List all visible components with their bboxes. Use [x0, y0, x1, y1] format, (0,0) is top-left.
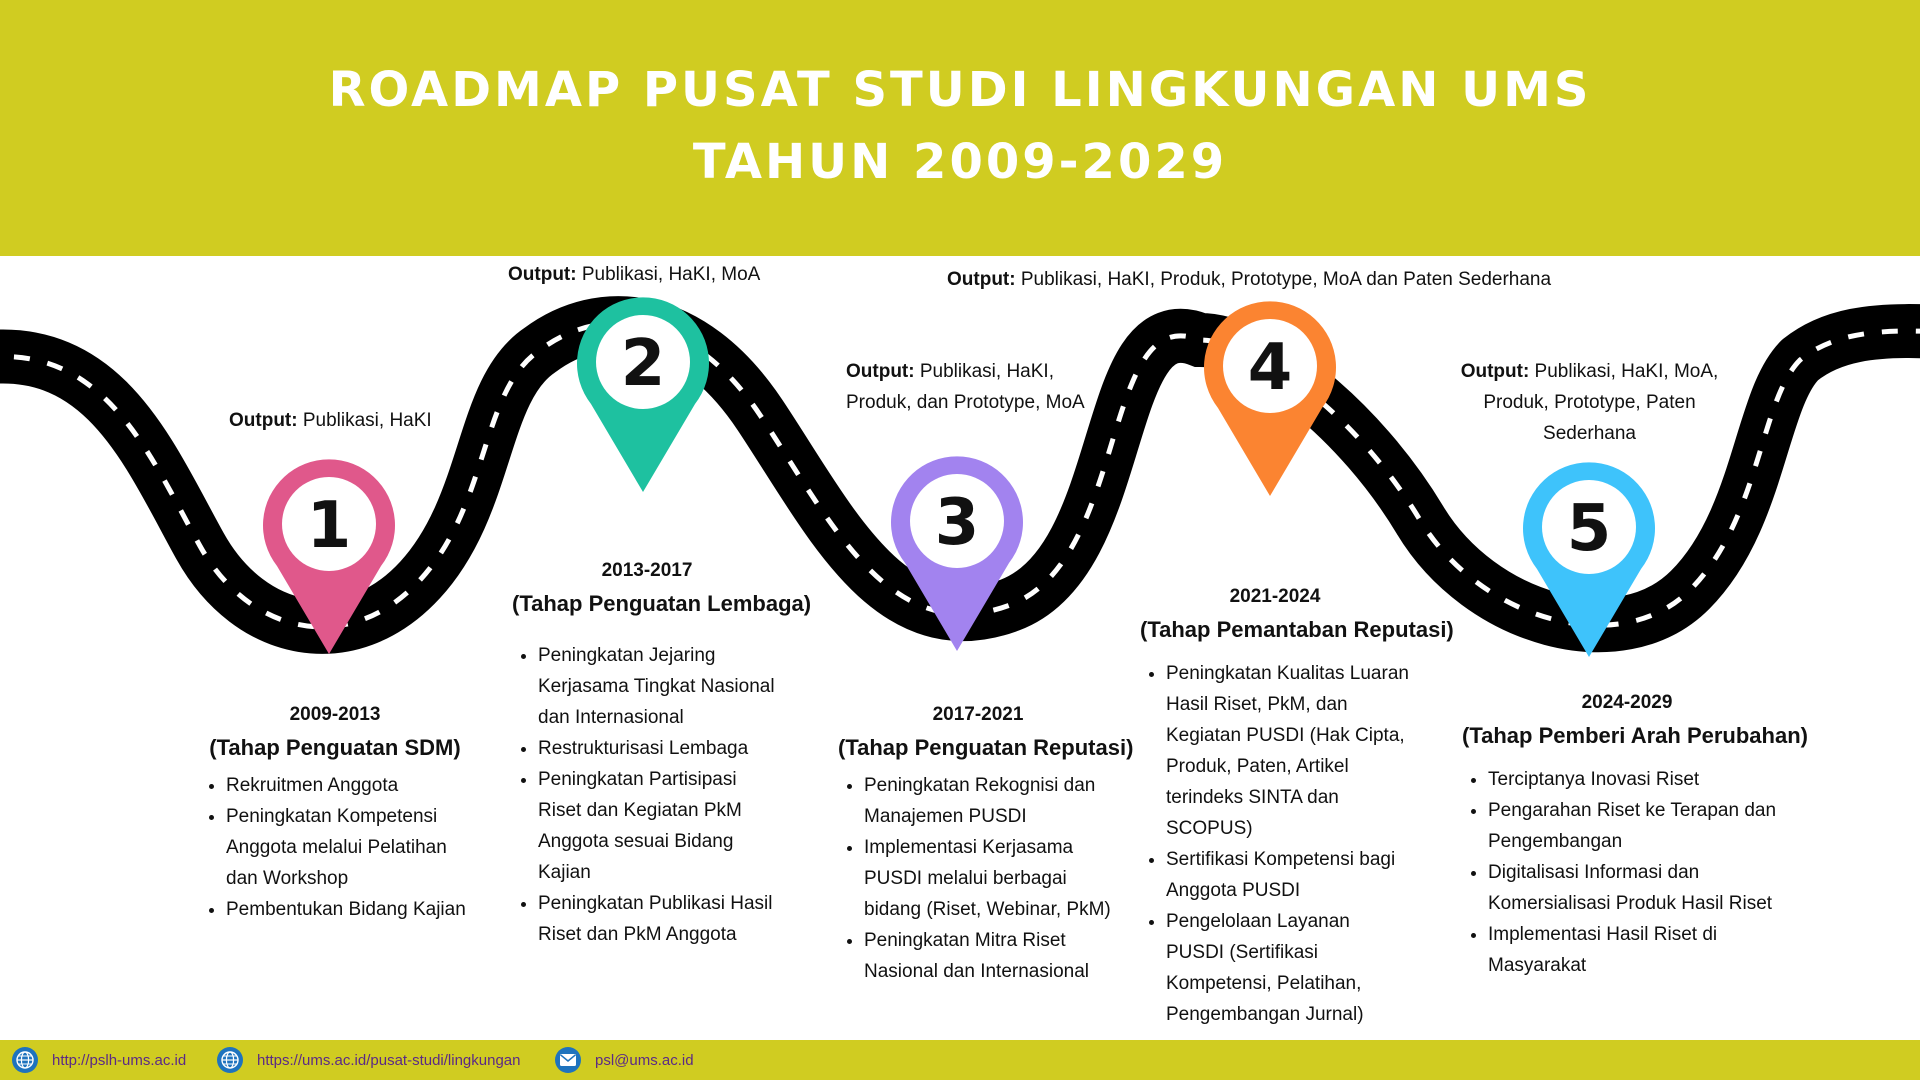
list-item: • Sertifikasi Kompetensi bagi Anggota PUSDI [1166, 844, 1410, 906]
stage-4 [1140, 582, 1454, 1030]
pin-number: 5 [1566, 492, 1612, 566]
globe-icon [12, 1047, 38, 1073]
pin-number: 1 [306, 489, 352, 563]
website-link[interactable]: http://pslh-ums.ac.id [52, 1051, 187, 1069]
list-item: • Peningkatan Publikasi Hasil Riset dan PkM Anggota [538, 888, 782, 950]
stage-period: 2013-2017 [601, 560, 693, 581]
stage-items [512, 640, 782, 950]
list-item: • Implementasi Hasil Riset di Masyarakat [1488, 919, 1792, 981]
list-item: • Pengelolaan Layanan PUSDI (Sertifikasi Kompetensi, Pelatihan, Pengembangan Jurnal) [1166, 906, 1410, 1030]
list-item: • Terciptanya Inovasi Riset [1488, 764, 1792, 795]
stage-period: 2017-2021 [932, 704, 1024, 725]
list-item: • Peningkatan Kompetensi Anggota melalui Pelatihan dan Workshop [226, 801, 470, 894]
output-note-5: Output: Publikasi, HaKI, MoA, Produk, Prototype, Paten Sederhana [1460, 361, 1719, 444]
list-item: • Restrukturisasi Lembaga [538, 733, 782, 764]
list-item: • Peningkatan Mitra Riset Nasional dan Internasional [864, 925, 1118, 987]
stage-items [1140, 658, 1410, 1030]
footer-bar [0, 1040, 1920, 1080]
output-note-1: Output: Publikasi, HaKI [229, 410, 432, 431]
stage-items [838, 770, 1118, 987]
list-item: • Digitalisasi Informasi dan Komersialisasi Produk Hasil Riset [1488, 857, 1792, 919]
footer-page-url[interactable] [217, 1040, 520, 1080]
list-item: • Peningkatan Rekognisi dan Manajemen PUSDI [864, 770, 1118, 832]
pin-number: 2 [620, 327, 666, 401]
stage-phase: (Tahap Penguatan Lembaga) [512, 591, 812, 616]
page-title-line-2: TAHUN 2009-2029 [692, 134, 1228, 190]
map-pin-4-icon [1204, 301, 1336, 496]
mail-icon [555, 1047, 581, 1073]
pin-number: 4 [1247, 331, 1293, 405]
stage-items [1462, 764, 1792, 981]
list-item: • Peningkatan Jejaring Kerjasama Tingkat Nasional dan Internasional [538, 640, 782, 733]
footer-website[interactable] [12, 1040, 186, 1080]
email-link[interactable]: psl@ums.ac.id [595, 1051, 694, 1069]
title-banner [0, 0, 1920, 256]
stage-1 [200, 700, 470, 925]
stage-phase: (Tahap Penguatan SDM) [209, 735, 461, 760]
list-item: • Implementasi Kerjasama PUSDI melalui berbagai bidang (Riset, Webinar, PkM) [864, 832, 1118, 925]
stage-period: 2021-2024 [1229, 586, 1321, 607]
stage-period: 2024-2029 [1581, 692, 1673, 713]
output-note-3: Output: Publikasi, HaKI, Produk, dan Prototype, MoA [846, 361, 1085, 413]
winding-road [0, 256, 1920, 716]
map-pin-2-icon [577, 297, 709, 492]
footer-email[interactable] [555, 1040, 694, 1080]
list-item: • Pengarahan Riset ke Terapan dan Pengembangan [1488, 795, 1792, 857]
output-note-2: Output: Publikasi, HaKI, MoA [508, 264, 761, 285]
stage-5 [1462, 688, 1808, 981]
list-item: • Rekruitmen Anggota [226, 770, 470, 801]
output-note-4: Output: Publikasi, HaKI, Produk, Prototype, MoA dan Paten Sederhana [947, 269, 1552, 290]
list-item: • Peningkatan Kualitas Luaran Hasil Riset, PkM, dan Kegiatan PUSDI (Hak Cipta, Produk, Paten, Artikel terindeks SINTA dan SCOPUS) [1166, 658, 1410, 844]
list-item: • Peningkatan Partisipasi Riset dan Kegiatan PkM Anggota sesuai Bidang Kajian [538, 764, 782, 888]
stage-items [200, 770, 470, 925]
stage-2 [512, 556, 812, 950]
list-item: • Pembentukan Bidang Kajian [226, 894, 470, 925]
page-title-line-1: ROADMAP PUSAT STUDI LINGKUNGAN UMS [328, 62, 1592, 118]
stage-phase: (Tahap Penguatan Reputasi) [838, 735, 1134, 760]
stage-3 [838, 700, 1134, 987]
pin-number: 3 [934, 486, 980, 560]
globe-icon [217, 1047, 243, 1073]
page-url-link[interactable]: https://ums.ac.id/pusat-studi/lingkungan [257, 1051, 521, 1069]
stage-period: 2009-2013 [289, 704, 381, 725]
stage-phase: (Tahap Pemantaban Reputasi) [1140, 617, 1454, 642]
stage-phase: (Tahap Pemberi Arah Perubahan) [1462, 723, 1808, 748]
